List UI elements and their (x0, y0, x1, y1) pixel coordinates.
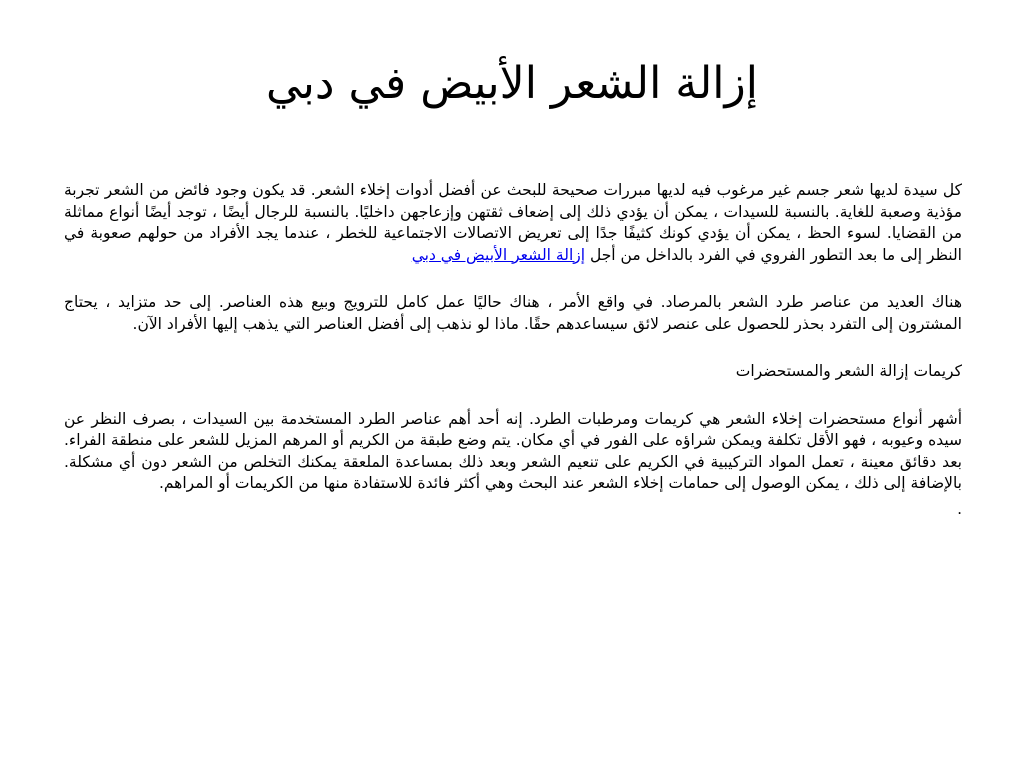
white-hair-removal-link[interactable]: إزالة الشعر الأبيض في دبي (411, 245, 586, 264)
slide-title: إزالة الشعر الأبيض في دبي (266, 58, 758, 109)
paragraph-products: هناك العديد من عناصر طرد الشعر بالمرصاد. في واقع الأمر ، هناك حاليًا عمل كامل للترويج وبيع هذه العناصر. إلى حد متزايد ، يحتاج المشترون إلى التفرد بحذر للحصول على عنصر لائق سيساعدهم حقًا. ماذا لو نذهب إلى أفضل العناصر التي يذهب إليها الأفراد الآن. (64, 293, 962, 333)
paragraph-intro (64, 180, 962, 266)
paragraph-creams: أشهر أنواع مستحضرات إخلاء الشعر هي كريمات ومرطبات الطرد. إنه أحد أهم عناصر الطرد المستخدمة بين السيدات ، بصرف النظر عن سيده وعيوبه ، فهو الأقل تكلفة ويمكن شراؤه على الفور في أي مكان. يتم وضع طبقة من الكريم أو المرهم المزيل للشعر على منطقة الفراء. بعد دقائق معينة ، تعمل المواد التركيبية في الكريم على تنعيم الشعر وبعد ذلك بمساعدة الملعقة يمكنك التخلص من الشعر دون أي مشكلة. بالإضافة إلى ذلك ، يمكن الوصول إلى حمامات إخلاء الشعر عند البحث وهي أكثر فائدة للاستفادة منها من الكريمات أو المراهم. (64, 409, 962, 492)
slide-body (64, 180, 962, 546)
section-heading-creams: كريمات إزالة الشعر والمستحضرات (735, 362, 962, 380)
trailing-dot: . (957, 499, 962, 518)
paragraph-intro-text: كل سيدة لديها شعر جسم غير مرغوب فيه لديها مبررات صحيحة للبحث عن أفضل أدوات إخلاء الشعر. قد يكون وجود فائض من الشعر تجربة مؤذية وصعبة للغاية. بالنسبة للسيدات ، يمكن أن يؤدي ذلك إلى إضعاف ثقتهن وإزعاجهن داخليًا. بالنسبة للرجال أيضًا ، توجد أيضًا أنواع مماثلة من القضايا. لسوء الحظ ، يمكن أن يؤدي كونك كثيفًا جدًا إلى تعريض الاتصالات الاجتماعية للخطر ، عندما يجد الأفراد من حولهم صعوبة في النظر إلى ما بعد التطور الفروي في الفرد بالداخل من أجل (64, 181, 962, 264)
